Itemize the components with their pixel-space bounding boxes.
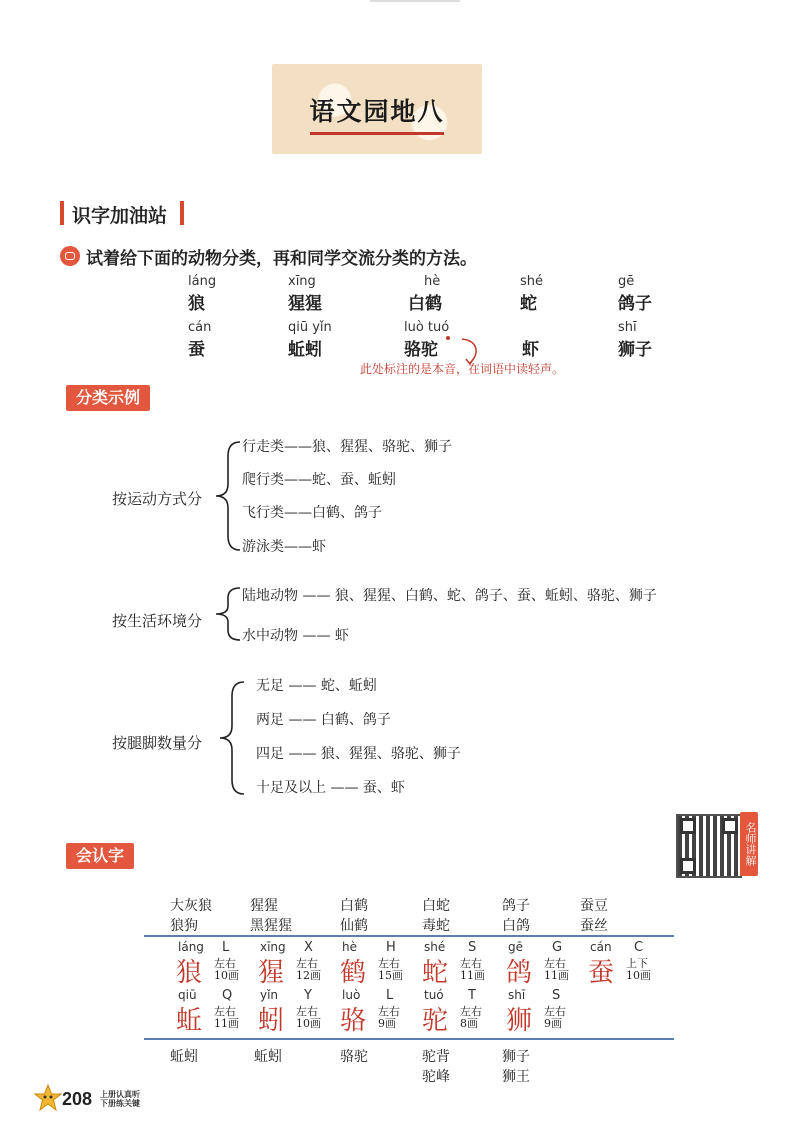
char-glyph: 蚕 — [588, 958, 615, 988]
group-label: 按生活环境分 — [112, 612, 203, 630]
char-glyph: 骆 — [340, 1006, 367, 1036]
word: 蚯蚓 — [254, 1049, 282, 1065]
char-structure — [214, 1006, 239, 1030]
stroke-count: 9画 — [544, 1017, 562, 1030]
animal-word: 狼 — [188, 294, 205, 314]
char-glyph: 鸽 — [506, 958, 533, 988]
pronunciation-note: 此处标注的是本音，在词语中读轻声。 — [360, 362, 565, 376]
char-card — [506, 988, 586, 1038]
char-glyph: 狼 — [176, 958, 203, 988]
char-structure — [378, 958, 403, 982]
char-card — [258, 988, 338, 1038]
word: 狼狗 — [170, 918, 198, 934]
char-glyph: 鹤 — [340, 958, 367, 988]
group-item: 行走类——狼、猩猩、骆驼、狮子 — [242, 439, 452, 455]
animal-word: 蚯蚓 — [288, 340, 322, 360]
stroke-count: 9画 — [378, 1017, 396, 1030]
word-pair — [170, 895, 212, 935]
char-pinyin: xīng — [260, 940, 286, 954]
char-pinyin: láng — [178, 940, 204, 954]
group-label: 按腿脚数量分 — [112, 734, 203, 752]
pinyin: qiū yǐn — [288, 320, 332, 335]
word-group — [502, 1046, 530, 1086]
word: 狮子 — [502, 1049, 530, 1065]
char-card — [588, 940, 668, 990]
word-pair — [502, 895, 530, 935]
char-pinyin: cán — [590, 940, 612, 954]
char-glyph: 蛇 — [422, 958, 449, 988]
page-title: 语文园地八 — [309, 97, 445, 126]
structure-type: 左右 — [544, 1005, 566, 1018]
word-pair — [580, 895, 608, 935]
footer-text — [100, 1090, 140, 1108]
char-letter: L — [386, 988, 394, 1003]
structure-type: 左右 — [378, 1005, 400, 1018]
char-glyph: 蚓 — [258, 1006, 285, 1036]
classification-tag: 分类示例 — [66, 385, 150, 411]
animal-word: 骆驼 — [404, 340, 438, 360]
instruction-icon — [60, 246, 80, 266]
structure-type: 左右 — [214, 957, 236, 970]
char-letter: Q — [222, 988, 233, 1003]
word: 鸽子 — [502, 898, 530, 914]
page-number: 208 — [62, 1089, 93, 1109]
char-structure — [378, 1006, 400, 1030]
char-glyph: 驼 — [422, 1006, 449, 1036]
char-card — [176, 988, 256, 1038]
title-underline — [310, 132, 444, 135]
recognize-tag: 会认字 — [66, 843, 134, 869]
structure-type: 左右 — [460, 1005, 482, 1018]
char-glyph: 猩 — [258, 958, 285, 988]
word: 猩猩 — [250, 898, 278, 914]
footer-line-2: 下册练关键 — [100, 1099, 140, 1108]
char-letter: G — [552, 940, 563, 955]
char-letter: S — [468, 940, 477, 955]
stroke-count: 11画 — [544, 969, 569, 982]
char-structure — [544, 958, 569, 982]
char-pinyin: gē — [508, 940, 523, 954]
char-pinyin: luò — [342, 988, 361, 1002]
word: 白鸽 — [502, 918, 530, 934]
group-item: 飞行类——白鹤、鸽子 — [242, 505, 382, 521]
group-item: 陆地动物 —— 狼、猩猩、白鹤、蛇、鸽子、蚕、蚯蚓、骆驼、狮子 — [242, 588, 657, 604]
structure-type: 左右 — [296, 1005, 318, 1018]
group-item: 无足 —— 蛇、蚯蚓 — [256, 678, 377, 694]
word: 蚕丝 — [580, 918, 608, 934]
pinyin: xīng — [288, 274, 316, 289]
char-structure — [296, 1006, 321, 1030]
animal-word: 蛇 — [520, 294, 537, 314]
word: 仙鹤 — [340, 918, 368, 934]
char-structure — [626, 958, 651, 982]
pinyin: luò tuó — [404, 320, 450, 335]
pinyin: hè — [424, 274, 441, 289]
char-structure — [460, 958, 485, 982]
group-item: 四足 —— 狼、猩猩、骆驼、狮子 — [256, 746, 461, 762]
word: 毒蛇 — [422, 918, 450, 934]
top-decor-line — [370, 0, 460, 2]
char-pinyin: yǐn — [260, 988, 279, 1002]
char-pinyin: shé — [424, 940, 446, 954]
char-structure — [214, 958, 239, 982]
char-pinyin: hè — [342, 940, 357, 954]
group-label: 按运动方式分 — [112, 490, 203, 508]
footer-line-1: 上册认真听 — [100, 1090, 140, 1099]
char-card — [340, 988, 420, 1038]
char-pinyin: tuó — [424, 988, 444, 1002]
char-card — [506, 940, 586, 990]
stroke-count: 15画 — [378, 969, 403, 982]
section-heading: 识字加油站 — [72, 205, 168, 227]
word-group — [340, 1046, 368, 1066]
word: 骆驼 — [340, 1049, 368, 1065]
stroke-count: 12画 — [296, 969, 321, 982]
structure-type: 左右 — [460, 957, 482, 970]
structure-type: 左右 — [544, 957, 566, 970]
heading-bar-left — [60, 201, 64, 225]
structure-type: 左右 — [378, 957, 400, 970]
word-pair — [340, 895, 368, 935]
char-structure — [460, 1006, 482, 1030]
word-pair — [250, 895, 292, 935]
stroke-count: 11画 — [214, 1017, 239, 1030]
structure-type: 左右 — [296, 957, 318, 970]
animal-word: 鸽子 — [618, 294, 652, 314]
animal-word: 蚕 — [188, 340, 205, 360]
brace-icon — [214, 678, 250, 798]
char-letter: S — [552, 988, 561, 1003]
char-letter: L — [222, 940, 230, 955]
char-letter: C — [634, 940, 644, 955]
char-card — [176, 940, 256, 990]
stroke-count: 10画 — [296, 1017, 321, 1030]
group-item: 游泳类——虾 — [242, 539, 326, 555]
word: 驼峰 — [422, 1069, 450, 1085]
animal-word: 猩猩 — [288, 294, 322, 314]
char-structure — [544, 1006, 566, 1030]
group-item: 水中动物 —— 虾 — [242, 628, 349, 644]
animal-word: 白鹤 — [408, 294, 442, 314]
stroke-count: 8画 — [460, 1017, 478, 1030]
structure-type: 上下 — [626, 957, 648, 970]
word: 驼背 — [422, 1049, 450, 1065]
char-card — [422, 988, 502, 1038]
stroke-count: 10画 — [626, 969, 651, 982]
qr-code[interactable] — [676, 814, 742, 878]
char-card — [340, 940, 420, 990]
char-card — [258, 940, 338, 990]
char-letter: Y — [304, 988, 312, 1003]
word-group — [254, 1046, 282, 1066]
char-glyph: 狮 — [506, 1006, 533, 1036]
pinyin — [522, 320, 539, 335]
brace-icon — [210, 438, 246, 554]
word-pair — [422, 895, 450, 935]
animal-word: 狮子 — [618, 340, 652, 360]
group-item: 爬行类——蛇、蚕、蚯蚓 — [242, 472, 396, 488]
word: 蚕豆 — [580, 898, 608, 914]
stroke-count: 10画 — [214, 969, 239, 982]
char-structure — [296, 958, 321, 982]
char-pinyin: shī — [508, 988, 526, 1002]
pinyin: shī — [618, 320, 637, 335]
divider-top — [144, 935, 674, 937]
char-glyph: 蚯 — [176, 1006, 203, 1036]
word-group — [422, 1046, 450, 1086]
star-mascot-icon — [34, 1084, 62, 1112]
char-pinyin: qiū — [178, 988, 197, 1002]
stroke-count: 11画 — [460, 969, 485, 982]
group-item: 十足及以上 —— 蚕、虾 — [256, 780, 405, 796]
divider-bottom — [144, 1038, 674, 1040]
char-letter: H — [386, 940, 396, 955]
pinyin: shé — [520, 274, 544, 289]
pinyin: gē — [618, 274, 635, 289]
animal-word: 虾 — [522, 340, 539, 360]
brace-icon — [210, 584, 246, 644]
pinyin: láng — [188, 274, 217, 289]
pinyin: cán — [188, 320, 212, 335]
word: 白蛇 — [422, 898, 450, 914]
word: 黑猩猩 — [250, 918, 292, 934]
word: 白鹤 — [340, 898, 368, 914]
char-letter: T — [468, 988, 476, 1003]
word-group — [170, 1046, 198, 1066]
word: 狮王 — [502, 1069, 530, 1085]
word: 大灰狼 — [170, 898, 212, 914]
structure-type: 左右 — [214, 1005, 236, 1018]
char-letter: X — [304, 940, 313, 955]
instruction-text: 试着给下面的动物分类，再和同学交流分类的方法。 — [86, 249, 477, 269]
title-banner — [272, 64, 482, 154]
qr-label[interactable]: 名师讲解 — [740, 812, 758, 876]
group-item: 两足 —— 白鹤、鸽子 — [256, 712, 391, 728]
word: 蚯蚓 — [170, 1049, 198, 1065]
char-card — [422, 940, 502, 990]
heading-bar-right — [180, 201, 184, 225]
